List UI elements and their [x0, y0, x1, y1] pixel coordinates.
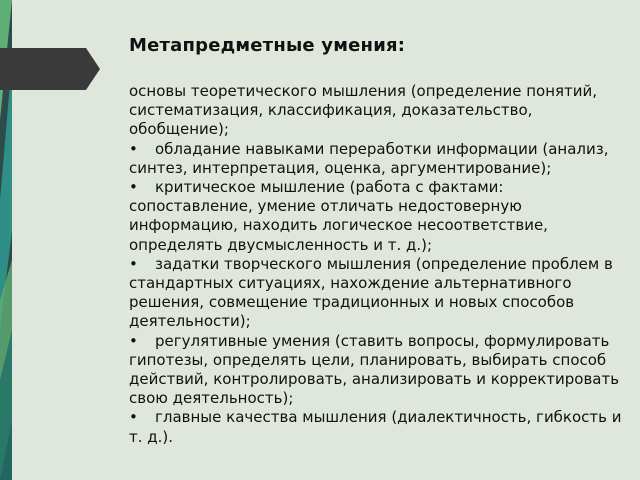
- list-item: [129, 332, 627, 409]
- slide-content: [129, 34, 627, 447]
- list-item: [129, 255, 627, 332]
- intro-text: основы теоретического мышления (определение понятий, систематизация, классификация, доказательство, обобщение);: [129, 82, 598, 139]
- list-item-text: задатки творческого мышления (определение проблем в стандартных ситуациях, нахождение альтернативного решения, совмещение традиционных и новых способов деятельности);: [129, 254, 613, 331]
- list-item-text: регулятивные умения (ставить вопросы, формулировать гипотезы, определять цели, планировать, выбирать способ действий, контролировать, анализировать и корректировать свою деятельность);: [129, 331, 620, 408]
- slide-title: Метапредметные умения:: [129, 35, 406, 56]
- bullet-icon: •: [129, 408, 138, 427]
- bullet-icon: •: [129, 178, 138, 197]
- arrow-shape-icon: [0, 48, 100, 90]
- bullet-icon: •: [129, 331, 138, 350]
- list-item: [129, 178, 627, 255]
- bullet-icon: •: [129, 254, 138, 273]
- list-item-text: критическое мышление (работа с фактами: сопоставление, умение отличать недостоверную информацию, находить логическое несоответствие, определять двусмысленность и т. д.);: [129, 178, 548, 254]
- list-item: [129, 140, 627, 178]
- list-item: [129, 408, 627, 446]
- bullet-icon: •: [129, 139, 138, 158]
- list-item-text: главные качества мышления (диалектичность, гибкость и т. д.).: [129, 408, 622, 446]
- list-item-text: обладание навыками переработки информации (анализ, синтез, интерпретация, оценка, аргументирование);: [129, 139, 609, 177]
